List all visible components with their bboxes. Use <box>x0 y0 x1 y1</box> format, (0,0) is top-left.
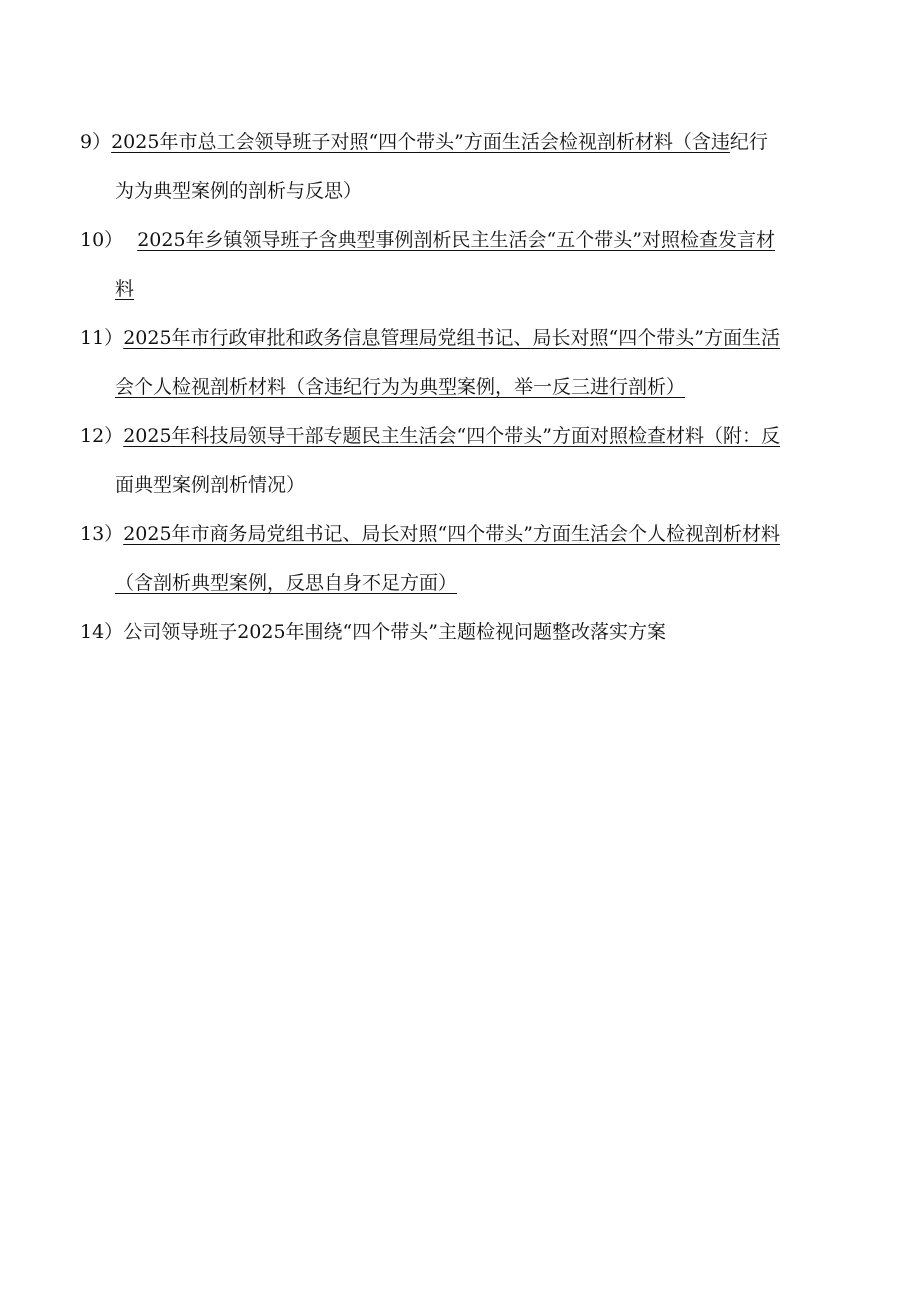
toc-item-12 <box>80 412 840 510</box>
toc-item-text-continued: 面典型案例剖析情况） <box>115 474 306 496</box>
toc-link-11[interactable]: 2025年市行政审批和政务信息管理局党组书记、局长对照“四个带头”方面生活 <box>123 327 780 349</box>
toc-list <box>80 118 840 657</box>
toc-item-13 <box>80 510 840 608</box>
toc-item-text-tail: 纪行 <box>729 131 768 153</box>
toc-item-number: 10） <box>80 229 124 251</box>
toc-link-13[interactable]: 2025年市商务局党组书记、局长对照“四个带头”方面生活会个人检视剖析材料 <box>123 523 780 545</box>
toc-item-text-continued: 为为典型案例的剖析与反思） <box>115 180 363 202</box>
toc-item-number: 12） <box>80 425 124 447</box>
toc-item-text: 公司领导班子2025年围绕“四个带头”主题检视问题整改落实方案 <box>123 621 666 643</box>
toc-item-number: 11） <box>80 327 124 349</box>
toc-item-number: 13） <box>80 523 124 545</box>
toc-item-14 <box>80 608 840 657</box>
toc-link-12[interactable]: 2025年科技局领导干部专题民主生活会“四个带头”方面对照检查材料（附：反 <box>123 425 780 447</box>
toc-item-10 <box>80 216 840 314</box>
toc-link-13-continued[interactable]: （含剖析典型案例，反思自身不足方面） <box>115 572 458 594</box>
toc-item-number: 14） <box>80 621 124 643</box>
toc-item-number: 9） <box>80 131 112 153</box>
toc-link-9[interactable]: 2025年市总工会领导班子对照“四个带头”方面生活会检视剖析材料（含违 <box>111 131 730 153</box>
toc-link-10-continued[interactable]: 料 <box>115 278 135 300</box>
toc-item-9 <box>80 118 840 216</box>
toc-link-11-continued[interactable]: 会个人检视剖析材料（含违纪行为为典型案例，举一反三进行剖析） <box>115 376 686 398</box>
toc-item-11 <box>80 314 840 412</box>
toc-link-10[interactable]: 2025年乡镇领导班子含典型事例剖析民主生活会“五个带头”对照检查发言材 <box>137 229 775 251</box>
